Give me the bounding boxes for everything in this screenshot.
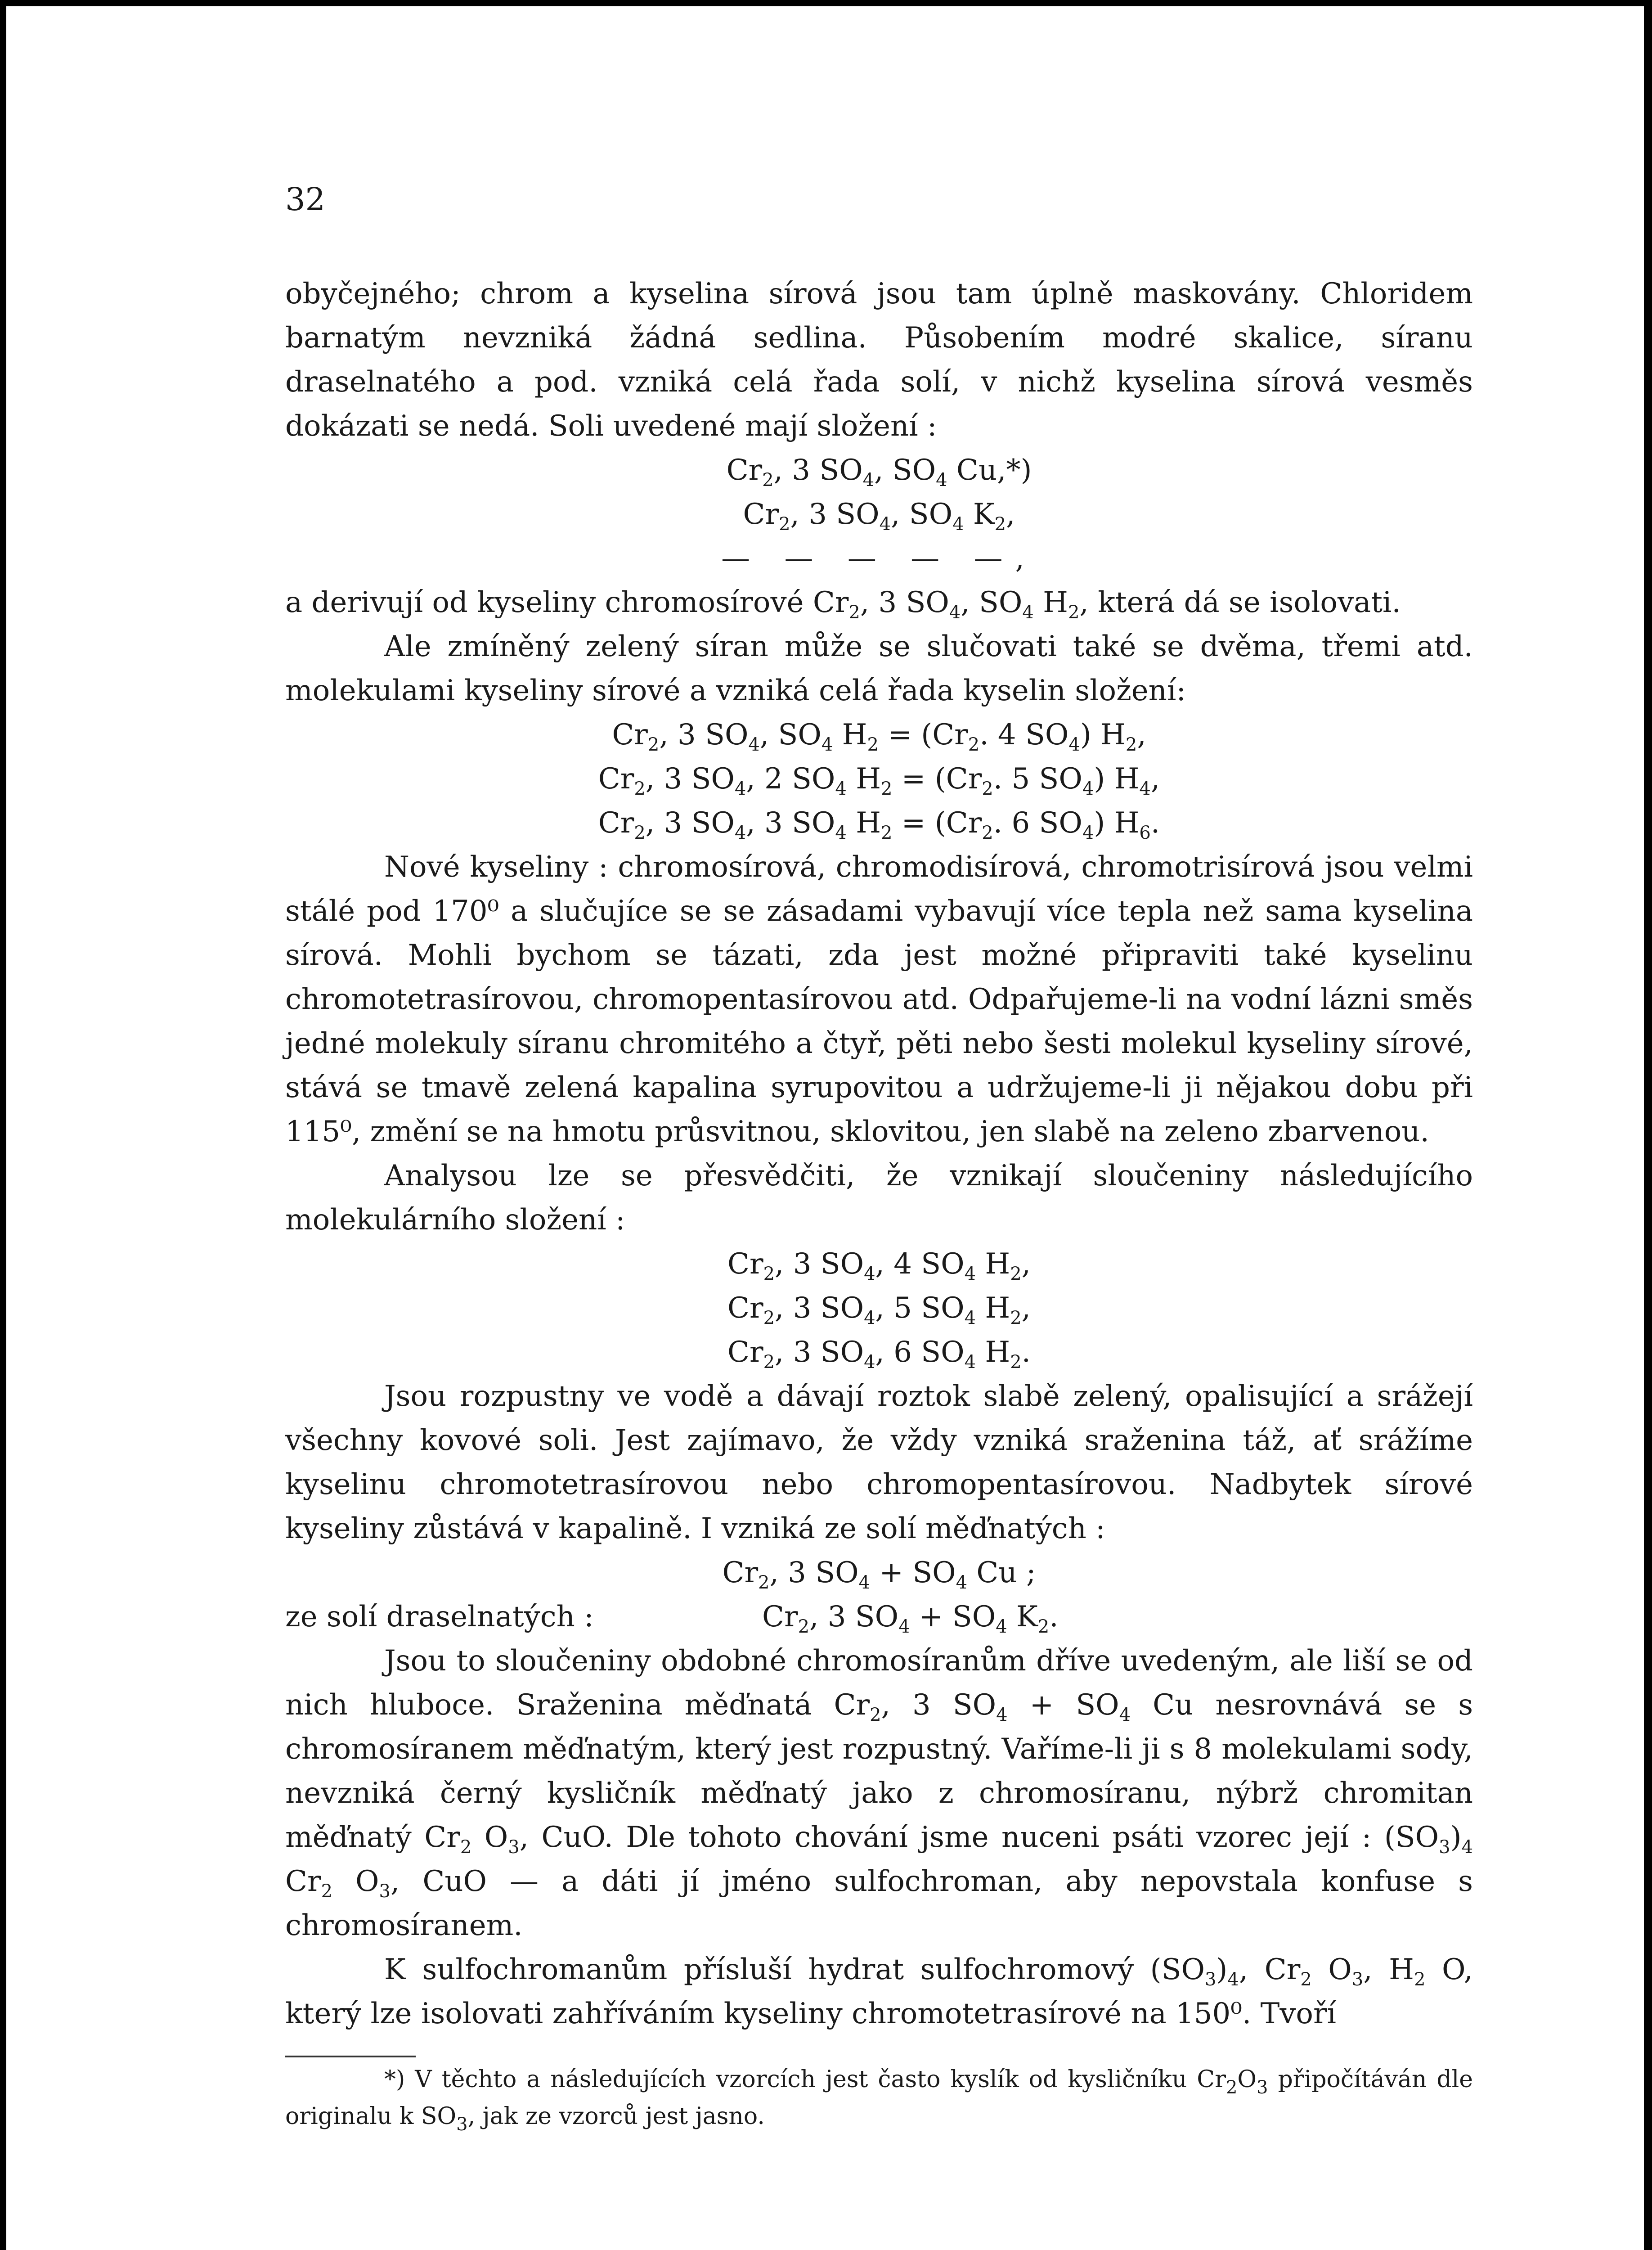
molecular-formula-1: $Cr_2$, 3 $SO_4$, 4 $SO_4$ $H_2$, bbox=[727, 1247, 1031, 1284]
paragraph-7: Jsou to sloučeniny obdobné chromosíranům dříve uvedeným, ale liší se od nich hluboce. Sraženina měďnatá $Cr_2$, 3 $SO_4 + SO_4$ Cu nesrovnává se s chromosíranem měďnatým, který jest rozpustný. Vaříme-li ji s 8 molekulami sody, nevzniká černý kysličník měďnatý jako z chromosíranu, nýbrž chromitan měďnatý $Cr_2$ $O_3$, CuO. Dle tohoto chování jsme nuceni psáti vzorec její : $(SO_3)_4$ $Cr_2$ $O_3$, CuO — a dáti jí jméno sulfochroman, aby nepovstala konfuse s chromosíranem. bbox=[285, 1644, 1473, 1942]
formula-dashes: — — — — —, bbox=[721, 542, 1037, 575]
paragraph-6: Jsou rozpustny ve vodě a dávají roztok slabě zelený, opalisující a srážejí všechny kovové soli. Jest zajímavo, že vždy vzniká sraženina táž, ať srážíme kyselinu chromotetrasírovou nebo chromopentasírovou. Nadbytek sírové kyseliny zůstává v kapalině. I vzniká ze solí měďnatých : bbox=[285, 1380, 1473, 1545]
equation-3: $Cr_2$, 3 $SO_4$, 3 $SO_4$ $H_2 = (Cr_2$. 6 $SO_4$) $H_6$. bbox=[598, 806, 1160, 843]
paragraph-1: obyčejného; chrom a kyselina sírová jsou tam úplně maskovány. Chloridem barnatým nevzniká žádná sedlina. Působením modré skalice, síranu draselnatého a pod. vzniká celá řada solí, v nichž kyselina sírová vesměs dokázati se nedá. Soli uvedené mají složení : bbox=[285, 277, 1473, 443]
page-number: 32 bbox=[285, 181, 326, 218]
equation-2: $Cr_2$, 3 $SO_4$, 2 $SO_4$ $H_2 = (Cr_2$. 5 $SO_4$) $H_4$, bbox=[598, 762, 1160, 799]
paragraph-3: Ale zmíněný zelený síran může se slučovati také se dvěma, třemi atd. molekulami kyseliny sírové a vzniká celá řada kyselin složení: bbox=[285, 630, 1473, 707]
paragraph-4: Nové kyseliny : chromosírová, chromodisírová, chromotrisírová jsou velmi stálé pod 170⁰ a slučujíce se se zásadami vybavují více tepla než sama kyselina sírová. Mohli bychom se tázati, zda jest možné připraviti také kyselinu chromotetrasírovou, chromopentasírovou atd. Odpařujeme-li na vodní lázni směs jedné molekuly síranu chromitého a čtyř, pěti nebo šesti molekul kyseliny sírové, stává se tmavě zelená kapalina syrupovitou a udržujeme-li ji nějakou dobu při 115⁰, změní se na hmotu průsvitnou, sklovitou, jen slabě na zeleno zbarvenou. bbox=[285, 850, 1473, 1148]
formula-potassium-salt: $Cr_2$, 3 $SO_4$, $SO_4$ $K_2$, bbox=[743, 498, 1015, 535]
salt-formula-copper: $Cr_2$, 3 $SO_4 + SO_4$ Cu ; bbox=[722, 1556, 1036, 1593]
page bbox=[6, 6, 1644, 2250]
salt-formula-potassium: $Cr_2$, 3 $SO_4 + SO_4$ $K_2$. bbox=[762, 1600, 1059, 1637]
page-text bbox=[285, 177, 1473, 2135]
salt-formula-potassium-row bbox=[285, 1595, 1473, 1639]
salt-label: ze solí draselnatých : bbox=[285, 1600, 594, 1634]
paragraph-5: Analysou lze se přesvědčiti, že vznikají sloučeniny následujícího molekulárního složení : bbox=[285, 1159, 1473, 1237]
paragraph-8: K sulfochromanům přísluší hydrat sulfochromový $(SO_3)_4$, $Cr_2$ $O_3$, $H_2$ O, který lze isolovati zahříváním kyseliny chromotetrasírové na 150⁰. Tvoří bbox=[285, 1953, 1473, 2030]
formula-copper-salt: $Cr_2$, 3 $SO_4$, $SO_4$ Cu,*) bbox=[726, 454, 1032, 490]
footnote: *) V těchto a následujících vzorcích jest často kyslík od kysličníku $Cr_2O_3$ připočítáván dle originalu k $SO_3$, jak ze vzorců jest jasno. bbox=[285, 2066, 1473, 2135]
paragraph-2: a derivují od kyseliny chromosírové $Cr_2$, 3 $SO_4$, $SO_4$ $H_2$, která dá se isolovati. bbox=[285, 586, 1401, 623]
equation-1: $Cr_2$, 3 $SO_4$, $SO_4$ $H_2 = (Cr_2$. 4 $SO_4$) $H_2$, bbox=[612, 718, 1146, 755]
molecular-formula-3: $Cr_2$, 3 $SO_4$, 6 $SO_4$ $H_2$. bbox=[727, 1336, 1031, 1372]
footnote-rule bbox=[285, 2056, 416, 2057]
molecular-formula-2: $Cr_2$, 3 $SO_4$, 5 $SO_4$ $H_2$, bbox=[727, 1292, 1031, 1328]
